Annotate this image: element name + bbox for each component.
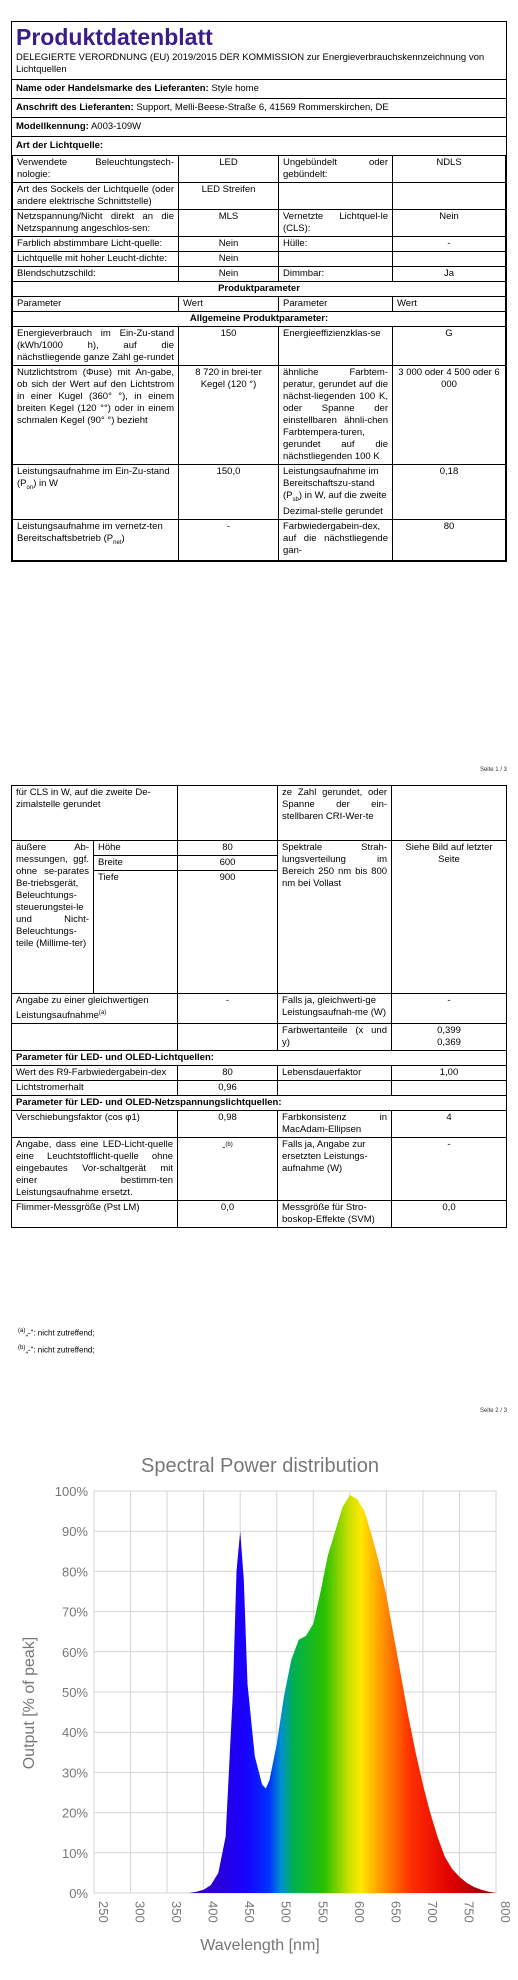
table-row: [12, 841, 507, 856]
table-row: [13, 267, 506, 282]
spectral-chart: [16, 1448, 513, 1958]
lumen-label: Lichtstromerhalt: [12, 1081, 178, 1096]
y-tick-labels: [55, 1484, 89, 1901]
address-value: Support, Melli-Beese-Straße 6, 41569 Rommerskirchen, DE: [136, 102, 389, 113]
dimmable-label: Dimmbar:: [279, 267, 393, 282]
energy-label: Energieverbrauch im Ein-Zu-stand (kWh/1000 h), auf die nächstliegende ganze Zahl ge-rundet: [13, 327, 179, 366]
cls-label: Vernetzte Lichtquel-le (CLS):: [279, 210, 393, 237]
replacew-label: Falls ja, Angabe zur ersetzten Leistungs-aufnahme (W): [278, 1138, 392, 1201]
x-axis-label: Wavelength [nm]: [200, 1937, 320, 1954]
model-label: Modellkennung:: [16, 121, 89, 132]
y-tick-label: 70%: [61, 1604, 88, 1620]
eclass-label: Energieeffizienzklas-se: [279, 327, 393, 366]
chroma-value: [392, 1024, 507, 1051]
tech-value: LED: [179, 156, 279, 183]
tech-label: Verwendete Beleuchtungstech-nologie:: [13, 156, 179, 183]
general-params-heading: Allgemeine Produktparameter:: [13, 312, 506, 327]
replace-label: Angabe, dass eine LED-Licht-quelle eine Leuchtstofflicht-quelle ohne eingebautes Vor-schaltgerät mit einer bestimm-ten Leistungsaufnahme ersetzt.: [12, 1138, 178, 1201]
table-row: [12, 1111, 507, 1138]
model-value: A003-109W: [90, 121, 142, 132]
y-tick-label: 80%: [61, 1564, 88, 1580]
hl-label: Lichtquelle mit hoher Leucht-dichte:: [13, 252, 179, 267]
x-tick-label: 350: [169, 1901, 185, 1923]
tunable-value: Nein: [179, 237, 279, 252]
y-tick-label: 40%: [61, 1725, 88, 1741]
x-tick-label: 250: [96, 1901, 111, 1923]
table-row: [13, 237, 506, 252]
x-tick-labels: [96, 1901, 513, 1923]
table-row: [12, 1138, 507, 1201]
col-header-value-2: Wert: [393, 297, 506, 312]
page-title: Produktdatenblatt: [16, 24, 213, 50]
address-label: Anschrift des Lieferanten:: [16, 102, 134, 113]
datasheet-page-1: [11, 21, 507, 562]
survival-label: Lebensdauerfaktor: [278, 1066, 392, 1081]
height-value: 80: [178, 841, 278, 856]
table-row: [12, 1081, 507, 1096]
col-header-param: Parameter: [13, 297, 179, 312]
led-mains-heading: Parameter für LED- und OLED-Netzspannungslichtquellen:: [12, 1096, 507, 1111]
x-tick-label: 750: [461, 1901, 477, 1923]
regulation-text: DELEGIERTE VERORDNUNG (EU) 2019/2015 DER KOMMISSION zur Energieverbrauchskennzeichnung von Lichtquellen: [16, 52, 485, 75]
flicker-label: Flimmer-Messgröße (Pst LM): [12, 1201, 178, 1228]
footnote-a: $^{(a)}$„-“: nicht zutreffend;: [18, 1328, 95, 1338]
x-tick-label: 650: [388, 1901, 404, 1923]
y-tick-label: 30%: [61, 1765, 88, 1781]
mains-value: MLS: [179, 210, 279, 237]
table-row: [13, 252, 506, 267]
y-axis-label: Output [% of peak]: [21, 1636, 38, 1770]
flux-label: Nutzlichtstrom (Φuse) mit An-gabe, ob sich der Wert auf den Lichtstrom in einer Kugel (360° °), in einem breiten Kegel (120 °°) oder in einem schmalen Kegel (90° °) bezieht: [13, 366, 179, 465]
supplier-row: [12, 79, 506, 98]
equiv-label: Angabe zu einer gleichwertigen Leistungsaufnahme$^{(a)}$: [12, 994, 178, 1024]
height-label: Höhe: [94, 841, 178, 856]
envelope-value: -: [393, 237, 506, 252]
y-tick-label: 100%: [54, 1484, 88, 1499]
pf-value: 0,98: [178, 1111, 278, 1138]
chroma-x: 0,399: [437, 1025, 461, 1037]
table-row: [12, 1051, 507, 1066]
x-tick-label: 400: [205, 1901, 221, 1923]
pnet-value: -: [179, 519, 279, 560]
nondirect-label: Ungebündelt oder gebündelt:: [279, 156, 393, 183]
replace-value: -$^{(b)}$: [178, 1138, 278, 1201]
glare-label: Blendschutzschild:: [13, 267, 179, 282]
tunable-label: Farblich abstimmbare Licht-quelle:: [13, 237, 179, 252]
lamp-type-table: [12, 155, 506, 561]
dimmable-value: Ja: [393, 267, 506, 282]
psb-value: 0,18: [393, 465, 506, 520]
y-tick-label: 10%: [61, 1845, 88, 1861]
table-row: [12, 1096, 507, 1111]
cap-value: LED Streifen: [179, 183, 279, 210]
spd-label: Spektrale Strah-lungsverteilung im Bereich 250 nm bis 800 nm bei Vollast: [278, 841, 392, 994]
page-number-1: Seite 1 / 3: [479, 767, 507, 773]
table-row: [12, 994, 507, 1024]
cap-label: Art des Sockels der Lichtquelle (oder andere elektrische Schnittstelle): [13, 183, 179, 210]
dims-label: äußere Ab-messungen, ggf. ohne se-parates Be-triebsgerät, Beleuchtungs-steuerungstei-le und Nicht-Beleuchtungs-teile (Millime-ter): [12, 841, 94, 994]
table-row: [13, 183, 506, 210]
spd-value: Siehe Bild auf letzter Seite: [392, 841, 507, 994]
led-params-heading: Parameter für LED- und OLED-Lichtquellen:: [12, 1051, 507, 1066]
table-row: [12, 1066, 507, 1081]
nondirect-value: NDLS: [393, 156, 506, 183]
table-row: [13, 312, 506, 327]
col-header-param-2: Parameter: [279, 297, 393, 312]
pon-label: Leistungsaufnahme im Ein-Zu-stand $(P_{on})$ in W: [13, 465, 179, 520]
depth-value: 900: [178, 871, 278, 994]
params-table-continued: [11, 785, 507, 1228]
energy-value: 150: [179, 327, 279, 366]
y-tick-label: 60%: [61, 1644, 88, 1660]
footnote-b: $^{(b)}$„-“: nicht zutreffend;: [18, 1345, 95, 1355]
r9-value: 80: [178, 1066, 278, 1081]
x-tick-label: 450: [242, 1901, 258, 1923]
x-tick-label: 300: [132, 1901, 148, 1923]
mains-label: Netzspannung/Nicht direkt an die Netzspannung angeschlos-sen:: [13, 210, 179, 237]
page-1-continued: [11, 785, 507, 1228]
table-row: [13, 297, 506, 312]
table-row: [12, 1201, 507, 1228]
table-row: [13, 465, 506, 520]
flicker-value: 0,0: [178, 1201, 278, 1228]
supplier-value: Style home: [211, 83, 259, 94]
chart-title: Spectral Power distribution: [141, 1455, 379, 1477]
table-row: [13, 366, 506, 465]
cls-value: Nein: [393, 210, 506, 237]
cri-label: Farbwiedergabein-dex, auf die nächstliegende gan-: [279, 519, 393, 560]
equivw-value: -: [392, 994, 507, 1024]
depth-label: Tiefe: [94, 871, 178, 994]
table-row: [13, 156, 506, 183]
product-params-heading: Produktparameter: [13, 282, 506, 297]
x-tick-label: 600: [351, 1901, 367, 1923]
envelope-label: Hülle:: [279, 237, 393, 252]
width-label: Breite: [94, 856, 178, 871]
model-row: [12, 117, 506, 136]
cri-value: 80: [393, 519, 506, 560]
consistency-value: 4: [392, 1111, 507, 1138]
y-tick-label: 90%: [61, 1524, 88, 1540]
consistency-label: Farbkonsistenz in MacAdam-Ellipsen: [278, 1111, 392, 1138]
cct-label: ähnliche Farbtem-peratur, gerundet auf die nächst-liegenden 100 K, oder Spanne der einstellbaren ähnli-chen Farbtempera-turen, gerundet auf die nächstliegenden 100 K: [279, 366, 393, 465]
page-number-2: Seite 2 / 3: [479, 1408, 507, 1414]
supplier-label: Name oder Handelsmarke des Lieferanten:: [16, 83, 209, 94]
table-row: [13, 519, 506, 560]
y-tick-label: 20%: [61, 1805, 88, 1821]
hl-value: Nein: [179, 252, 279, 267]
pon-value: 150,0: [179, 465, 279, 520]
cct-value: 3 000 oder 4 500 oder 6 000: [393, 366, 506, 465]
x-tick-label: 800: [498, 1901, 513, 1923]
replacew-value: -: [392, 1138, 507, 1201]
svm-label: Messgröße für Stro-boskop-Effekte (SVM): [278, 1201, 392, 1228]
table-row: [12, 1024, 507, 1051]
cri-label-cont: ze Zahl gerundet, oder Spanne der ein-stellbaren CRI-Wer-te: [278, 786, 392, 841]
x-tick-label: 550: [315, 1901, 331, 1923]
x-tick-label: 700: [424, 1901, 440, 1923]
table-row: [13, 327, 506, 366]
glare-value: Nein: [179, 267, 279, 282]
pf-label: Verschiebungsfaktor (cos φ1): [12, 1111, 178, 1138]
pnet-label-cont: für CLS in W, auf die zweite De-zimalstelle gerundet: [12, 786, 178, 841]
table-row: [12, 786, 507, 841]
width-value: 600: [178, 856, 278, 871]
survival-value: 1,00: [392, 1066, 507, 1081]
spd-area: [189, 1495, 496, 1893]
table-row: [13, 282, 506, 297]
flux-value: 8 720 in brei-ter Kegel (120 °): [179, 366, 279, 465]
equivw-label: Falls ja, gleichwerti-ge Leistungsaufnah-me (W): [278, 994, 392, 1024]
col-header-value: Wert: [179, 297, 279, 312]
lamp-type-heading: Art der Lichtquelle:: [12, 136, 506, 155]
address-row: [12, 98, 506, 117]
lumen-value: 0,96: [178, 1081, 278, 1096]
chroma-label: Farbwertanteile (x und y): [278, 1024, 392, 1051]
spectral-chart-svg: [16, 1448, 513, 1958]
r9-label: Wert des R9-Farbwiedergabein-dex: [12, 1066, 178, 1081]
y-tick-label: 0%: [69, 1886, 88, 1901]
psb-label: Leistungsaufnahme im Bereitschaftszu-stand $(P_{sb})$ in W, auf die zweite Dezimal-stelle gerundet: [279, 465, 393, 520]
pnet-label: Leistungsaufnahme im vernetz-ten Bereitschaftsbetrieb $(P_{net})$: [13, 519, 179, 560]
table-row: [13, 210, 506, 237]
eclass-value: G: [393, 327, 506, 366]
page-1: [11, 21, 507, 773]
y-tick-label: 50%: [61, 1685, 88, 1700]
x-tick-label: 500: [278, 1901, 294, 1923]
equiv-value: -: [178, 994, 278, 1024]
svm-value: 0,0: [392, 1201, 507, 1228]
chroma-y: 0,369: [437, 1037, 461, 1049]
